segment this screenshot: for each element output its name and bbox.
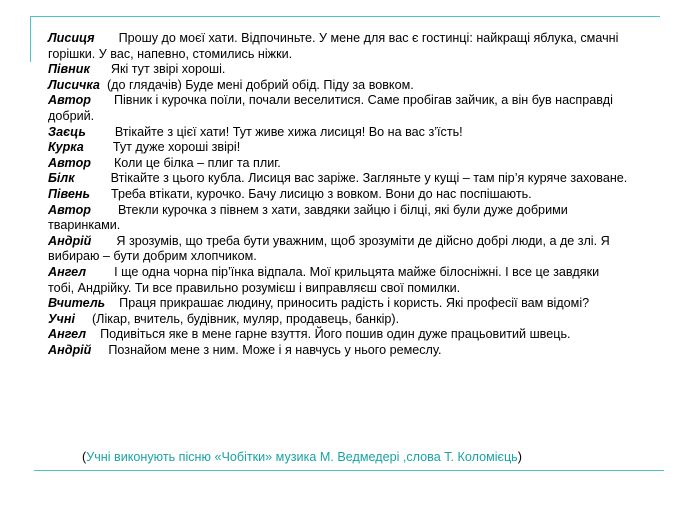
speaker-name: Півень <box>48 186 90 201</box>
line-text: Подивіться яке в мене гарне взуття. Його пошив один дуже працьовитий швець. <box>100 327 571 342</box>
speaker-name: Автор <box>48 202 91 217</box>
line-text: (до глядачів) Буде мені добрий обід. Піду за вовком. <box>106 77 414 92</box>
song-note <box>82 450 522 466</box>
speaker-name: Лисиця <box>48 31 95 45</box>
script-line <box>48 343 628 359</box>
script-line <box>48 171 628 187</box>
script-line <box>48 156 628 172</box>
speaker-name: Андрій <box>48 233 92 248</box>
line-text: Я зрозумів, що треба бути уважним, щоб зрозуміти де дійсно добрі люди, а де злі. Я вибираю – бути добрим хлопчиком. <box>48 233 610 264</box>
speaker-name: Андрій <box>48 342 92 357</box>
speaker-name: Вчитель <box>48 296 106 311</box>
script-line <box>48 125 628 141</box>
speaker-name: Учні <box>48 311 75 326</box>
speaker-name: Лисичка <box>48 77 100 92</box>
speaker-name: Півник <box>48 62 90 77</box>
line-text: І ще одна чорна пір’їнка відпала. Мої крильцята майже білосніжні. І все це завдяки тобі, Андрійку. Ти все правильно розумієш і виправляєш свої помилки. <box>48 264 600 295</box>
speaker-name: Білк <box>48 171 75 186</box>
left-rule <box>30 16 31 62</box>
script-line <box>48 93 628 124</box>
script-line <box>48 296 628 312</box>
script-line <box>48 31 628 62</box>
line-text: Познайом мене з ним. Може і я навчусь у нього ремеслу. <box>108 342 442 357</box>
line-text: (Лікар, вчитель, будівник, муляр, продавець, банкір). <box>91 311 400 326</box>
speaker-name: Автор <box>48 155 91 170</box>
line-text: Втікайте з цієї хати! Тут живе хижа лисиця! Во на вас з’їсть! <box>114 124 463 139</box>
line-text: Втікайте з цього кубла. Лисиця вас заріже. Загляньте у кущі – там пір’я куряче заховане. <box>110 171 628 186</box>
line-text: Треба втікати, курочко. Бачу лисицю з вовком. Вони до нас поспішають. <box>110 186 532 201</box>
line-text: Праця прикрашає людину, приносить радість і користь. Які професії вам відомі? <box>119 296 590 311</box>
speaker-name: Автор <box>48 93 91 108</box>
line-text: Тут дуже хороші звірі! <box>112 140 241 155</box>
script-line <box>48 78 628 94</box>
song-note-text: Учні виконують пісню «Чобітки» музика М. Ведмедері ,слова Т. Коломієць <box>86 449 518 464</box>
script-line <box>48 187 628 203</box>
top-rule <box>30 16 660 17</box>
line-text: Втекли курочка з півнем з хати, завдяки зайцю і білці, які були дуже добрими тваринками. <box>48 202 568 233</box>
script-line <box>48 312 628 328</box>
speaker-name: Ангел <box>48 264 87 279</box>
play-script <box>48 31 628 358</box>
line-text: Коли це білка – плиг та плиг. <box>113 155 281 170</box>
line-text: Прошу до моєї хати. Відпочиньте. У мене для вас є гостинці: найкращі яблука, смачні горішки. У вас, напевно, стомились ніжки. <box>48 31 619 61</box>
script-line <box>48 265 628 296</box>
script-line <box>48 140 628 156</box>
line-text: Які тут звірі хороші. <box>110 62 226 77</box>
line-text: Півник і курочка поїли, почали веселитися. Саме пробігав зайчик, а він був насправді добрий. <box>48 93 613 123</box>
script-line <box>48 62 628 78</box>
speaker-name: Заєць <box>48 124 86 139</box>
note-close-paren: ) <box>517 449 522 464</box>
speaker-name: Курка <box>48 140 84 155</box>
script-line <box>48 203 628 234</box>
note-open-paren: ( <box>82 449 87 464</box>
script-line <box>48 234 628 265</box>
bottom-rule <box>34 470 664 471</box>
speaker-name: Ангел <box>48 327 87 342</box>
script-line <box>48 327 628 343</box>
